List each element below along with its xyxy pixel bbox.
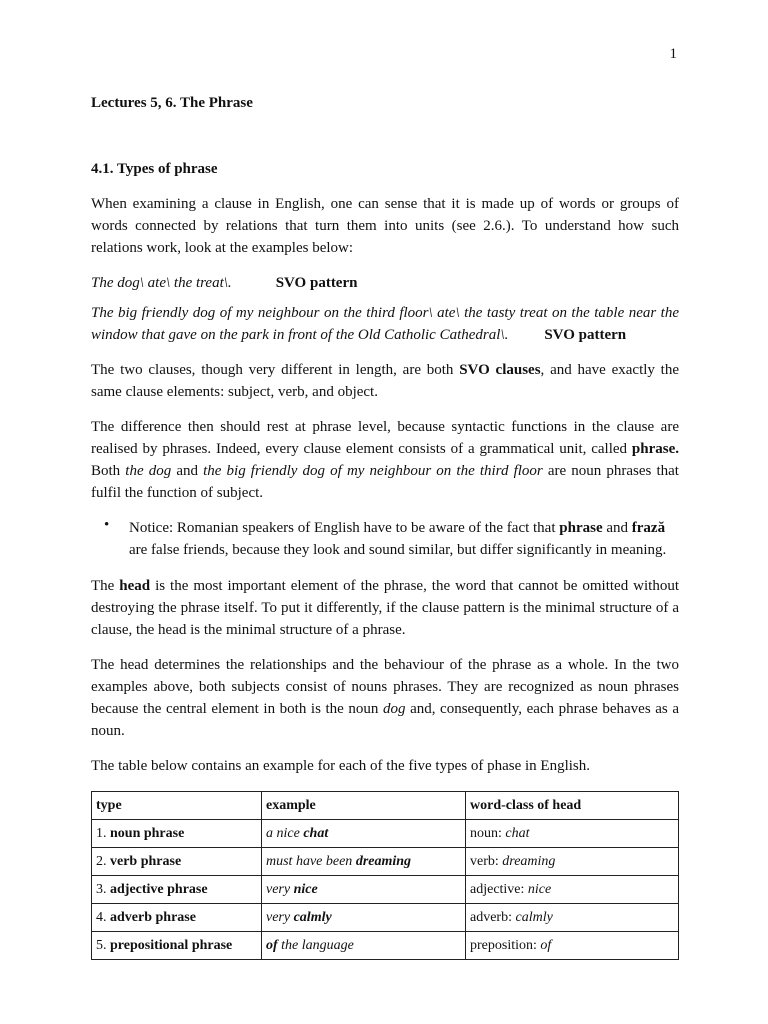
head-text-a: The xyxy=(91,578,120,594)
notice-text xyxy=(129,517,679,561)
svo-text-a: The two clauses, though very different in length, are both xyxy=(91,362,460,378)
table-row xyxy=(92,848,679,876)
example-short-text: The dog\ ate\ the treat\. xyxy=(91,275,232,291)
example-cell: very calmly xyxy=(262,904,466,932)
table-intro: The table below contains an example for each of the five types of phase in English. xyxy=(91,758,590,774)
bullet-marker: • xyxy=(104,517,110,533)
example-cell: very nice xyxy=(262,876,466,904)
column-header-word-class: word-class of head xyxy=(466,792,679,820)
behaviour-paragraph xyxy=(91,654,679,742)
notice-bullet xyxy=(91,517,679,561)
phrase-text-b: Both xyxy=(91,463,126,479)
type-cell: 2. verb phrase xyxy=(92,848,262,876)
example-long-text: The big friendly dog of my neighbour on the third floor\ ate\ the tasty treat on the table near the window that gave on the park in front of the Old Catholic Cathedral\. xyxy=(91,305,679,343)
behaviour-text-a: The head determines the relationships and the behaviour of the phrase as a whole. In the two examples above, both subjects consist of nouns phrases. They are recognized as noun phrases because the central element in both is the noun xyxy=(91,657,679,717)
example-sentence-short xyxy=(91,272,679,294)
word-class-cell: adverb: calmly xyxy=(466,904,679,932)
table-row xyxy=(92,932,679,960)
phrase-text-a: The difference then should rest at phrase level, because syntactic functions in the clause are realised by phrases. Indeed, every clause element consists of a grammatical unit, called xyxy=(91,419,679,457)
head-text-b: is the most important element of the phrase, the word that cannot be omitted without destroying the phrase itself. To put it differently, if the clause pattern is the minimal structure of a clause, the head is the minimal structure of a phrase. xyxy=(91,578,679,638)
behaviour-term-dog: dog xyxy=(382,701,406,717)
pattern-label-short: SVO pattern xyxy=(275,275,358,291)
behaviour-text-b: and, consequently, each phrase behaves as a noun. xyxy=(91,701,679,739)
phrase-text-c: and xyxy=(171,463,204,479)
table-row xyxy=(92,876,679,904)
phrase-text-d: are noun phrases that fulfil the function of subject. xyxy=(91,463,679,501)
phrase-types-table xyxy=(91,791,679,960)
phrase-example-a: the dog xyxy=(125,463,172,479)
table-row xyxy=(92,904,679,932)
notice-term-fraza: frază xyxy=(631,520,666,536)
example-cell: must have been dreaming xyxy=(262,848,466,876)
notice-text-b: and xyxy=(602,520,632,536)
lecture-title: Lectures 5, 6. The Phrase xyxy=(91,95,253,111)
notice-term-phrase: phrase xyxy=(559,520,603,536)
word-class-cell: verb: dreaming xyxy=(466,848,679,876)
table-header-row xyxy=(92,792,679,820)
example-cell: a nice chat xyxy=(262,820,466,848)
head-term: head xyxy=(119,578,151,594)
column-header-example: example xyxy=(262,792,466,820)
head-paragraph xyxy=(91,575,679,641)
type-cell: 4. adverb phrase xyxy=(92,904,262,932)
svo-paragraph xyxy=(91,359,679,403)
example-sentence-long xyxy=(91,302,679,346)
word-class-cell: adjective: nice xyxy=(466,876,679,904)
column-header-type: type xyxy=(92,792,262,820)
phrase-paragraph xyxy=(91,416,679,504)
svo-term: SVO clauses xyxy=(459,362,541,378)
notice-text-c: are false friends, because they look and sound similar, but differ significantly in meaning. xyxy=(129,542,667,558)
svo-text-b: , and have exactly the same clause elements: subject, verb, and object. xyxy=(91,362,680,400)
document-body xyxy=(91,92,679,960)
page-number: 1 xyxy=(669,46,677,62)
table-row xyxy=(92,820,679,848)
type-cell: 1. noun phrase xyxy=(92,820,262,848)
intro-paragraph: When examining a clause in English, one can sense that it is made up of words or groups of words connected by relations that turn them into units (see 2.6.). To understand how such relations work, look at the examples below: xyxy=(91,196,679,256)
example-cell: of the language xyxy=(262,932,466,960)
word-class-cell: noun: chat xyxy=(466,820,679,848)
word-class-cell: preposition: of xyxy=(466,932,679,960)
pattern-label-long: SVO pattern xyxy=(544,327,627,343)
type-cell: 5. prepositional phrase xyxy=(92,932,262,960)
section-heading: 4.1. Types of phrase xyxy=(91,161,218,177)
phrase-example-b: the big friendly dog of my neighbour on the third floor xyxy=(203,463,543,479)
notice-text-a: Notice: Romanian speakers of English have to be aware of the fact that xyxy=(129,520,560,536)
type-cell: 3. adjective phrase xyxy=(92,876,262,904)
phrase-term: phrase. xyxy=(631,441,679,457)
